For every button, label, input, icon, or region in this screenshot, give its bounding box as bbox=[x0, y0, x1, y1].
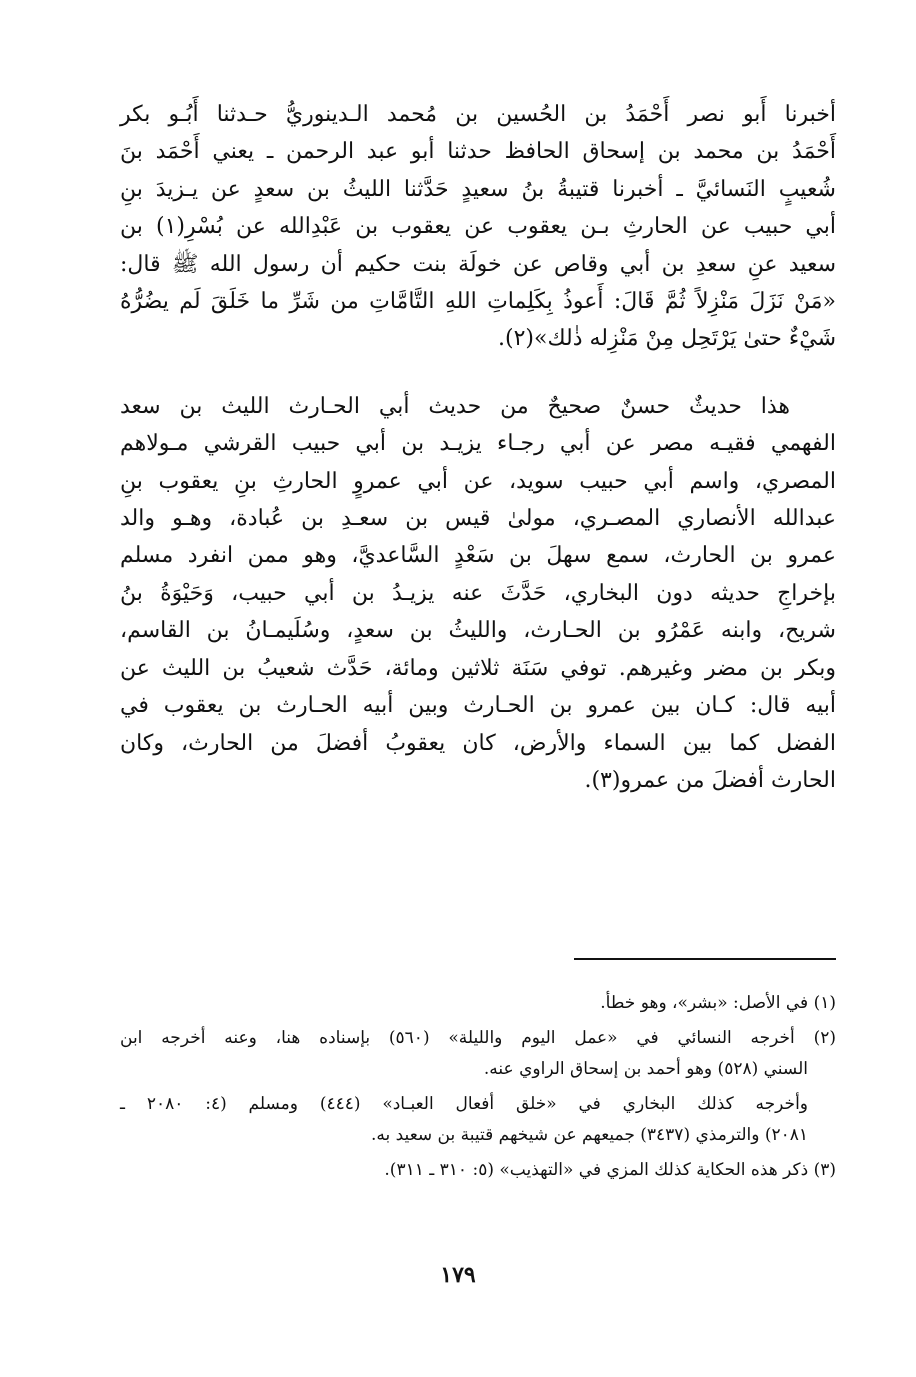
footnote-line: (٢) أخرجه النسائي في «عمل اليوم والليلة» (٥٦٠) بإسناده هنا، وعنه أخرجه ابن bbox=[120, 1028, 836, 1048]
text-line: سعيد عنِ سعدِ بن أبي وقاص عن خولَة بنت حكيم أن رسول الله ﷺ قال: bbox=[120, 251, 836, 277]
footnote-line: وأخرجه كذلك البخاري في «خلق أفعال العبـاد» (٤٤٤) ومسلم (٤: ٢٠٨٠ ـ bbox=[120, 1094, 808, 1114]
text-line: أبيه قال: كـان بين عمرو بن الحـارث وبين أبيه الحـارث بن يعقوب في bbox=[120, 693, 836, 719]
text-line: الفهمي فقيـه مصر عن أبي رجـاء يزيـد بن أبي حبيب القرشي مـولاهم bbox=[120, 431, 836, 457]
text-line: الحارث أفضلَ من عمرو(٣). bbox=[584, 767, 836, 793]
text-line: وبكر بن مضر وغيرهم. توفي سَنَة ثلاثين ومائة، حَدَّث شعيبُ بن الليث عن bbox=[120, 655, 836, 681]
text-line: بإخراجِ حديثه دون البخاري، حَدَّثَ عنه يزيـدُ بن أبي حبيب، وَحَيْوَةُ بنُ bbox=[120, 580, 836, 606]
text-line: شَيْءٌ حتىٰ يَرْتَحِل مِنْ مَنْزِله ذٰلك»(٢). bbox=[498, 326, 836, 352]
footnote-2 bbox=[120, 1023, 836, 1085]
footnote-line: (١) في الأصل: «بشر»، وهو خطأ. bbox=[600, 993, 836, 1013]
page-number: ١٧٩ bbox=[440, 1262, 476, 1288]
text-line: هذا حديثٌ حسنٌ صحيحٌ من حديث أبي الحـارث الليث بن سعد bbox=[120, 393, 790, 419]
text-line: شُعيبٍ النَسائيَّ ـ أخبرنا قتيبةُ بنُ سعيدٍ حَدَّثنا الليثُ بن سعدٍ عن يـزيدَ بنِ bbox=[120, 176, 836, 202]
text-line: أَحْمَدُ بن محمد بن إسحاق الحافظ حدثنا أبو عبد الرحمن ـ يعني أَحْمَد بنَ bbox=[120, 139, 836, 165]
text-line: الفضل كما بين السماء والأرض، كان يعقوبُ أفضلَ من الحارث، وكان bbox=[120, 730, 836, 756]
text-line: عبدالله الأنصاري المصـري، مولىٰ قيس بن سعـدِ بن عُبادة، وهـو والد bbox=[120, 506, 836, 532]
footnote-3 bbox=[120, 1155, 836, 1186]
text-line: عمرو بن الحارث، سمع سهلَ بن سَعْدٍ السَّاعديَّ، وهو ممن انفرد مسلم bbox=[120, 543, 836, 569]
footnote-2-continued bbox=[120, 1089, 836, 1151]
footnote-1 bbox=[120, 988, 836, 1019]
footnote-separator bbox=[574, 958, 836, 960]
text-line: أخبرنا أَبو نصر أَحْمَدُ بن الحُسين بن مُحمد الـدينوريُّ حـدثنا أَبُـو بكر bbox=[120, 102, 836, 127]
paragraph-commentary bbox=[120, 388, 836, 799]
text-line: «مَنْ نَزَلَ مَنْزِلاً ثُمَّ قَالَ: أَعوذُ بِكَلِماتِ اللهِ التَّامَّاتِ من شَرِّ ما خَلَقَ لَم يضُرُّهُ bbox=[120, 289, 836, 315]
paragraph-hadith-chain bbox=[120, 96, 836, 358]
main-text bbox=[120, 96, 836, 799]
footnote-line: ٢٠٨١) والترمذي (٣٤٣٧) جميعهم عن شيخهم قتيبة بن سعيد به. bbox=[370, 1125, 808, 1145]
text-line: أبي حبيب عن الحارثِ بـن يعقوب عن يعقوب بن عَبْدِالله عن بُسْرِ(١) بن bbox=[120, 214, 836, 240]
text-line: شريح، وابنه عَمْرُو بن الحـارث، والليثُ بن سعدٍ، وسُلَيمـانُ بن القاسم، bbox=[120, 618, 836, 644]
footnote-line: (٣) ذكر هذه الحكاية كذلك المزي في «التهذيب» (٥: ٣١٠ ـ ٣١١). bbox=[384, 1160, 836, 1180]
text-line: المصري، واسم أبي حبيب سويد، عن أبي عمروٍ الحارثِ بنِ يعقوب بنِ bbox=[120, 468, 836, 494]
footnotes bbox=[120, 988, 836, 1190]
footnote-line: السني (٥٢٨) وهو أحمد بن إسحاق الراوي عنه. bbox=[483, 1059, 808, 1079]
